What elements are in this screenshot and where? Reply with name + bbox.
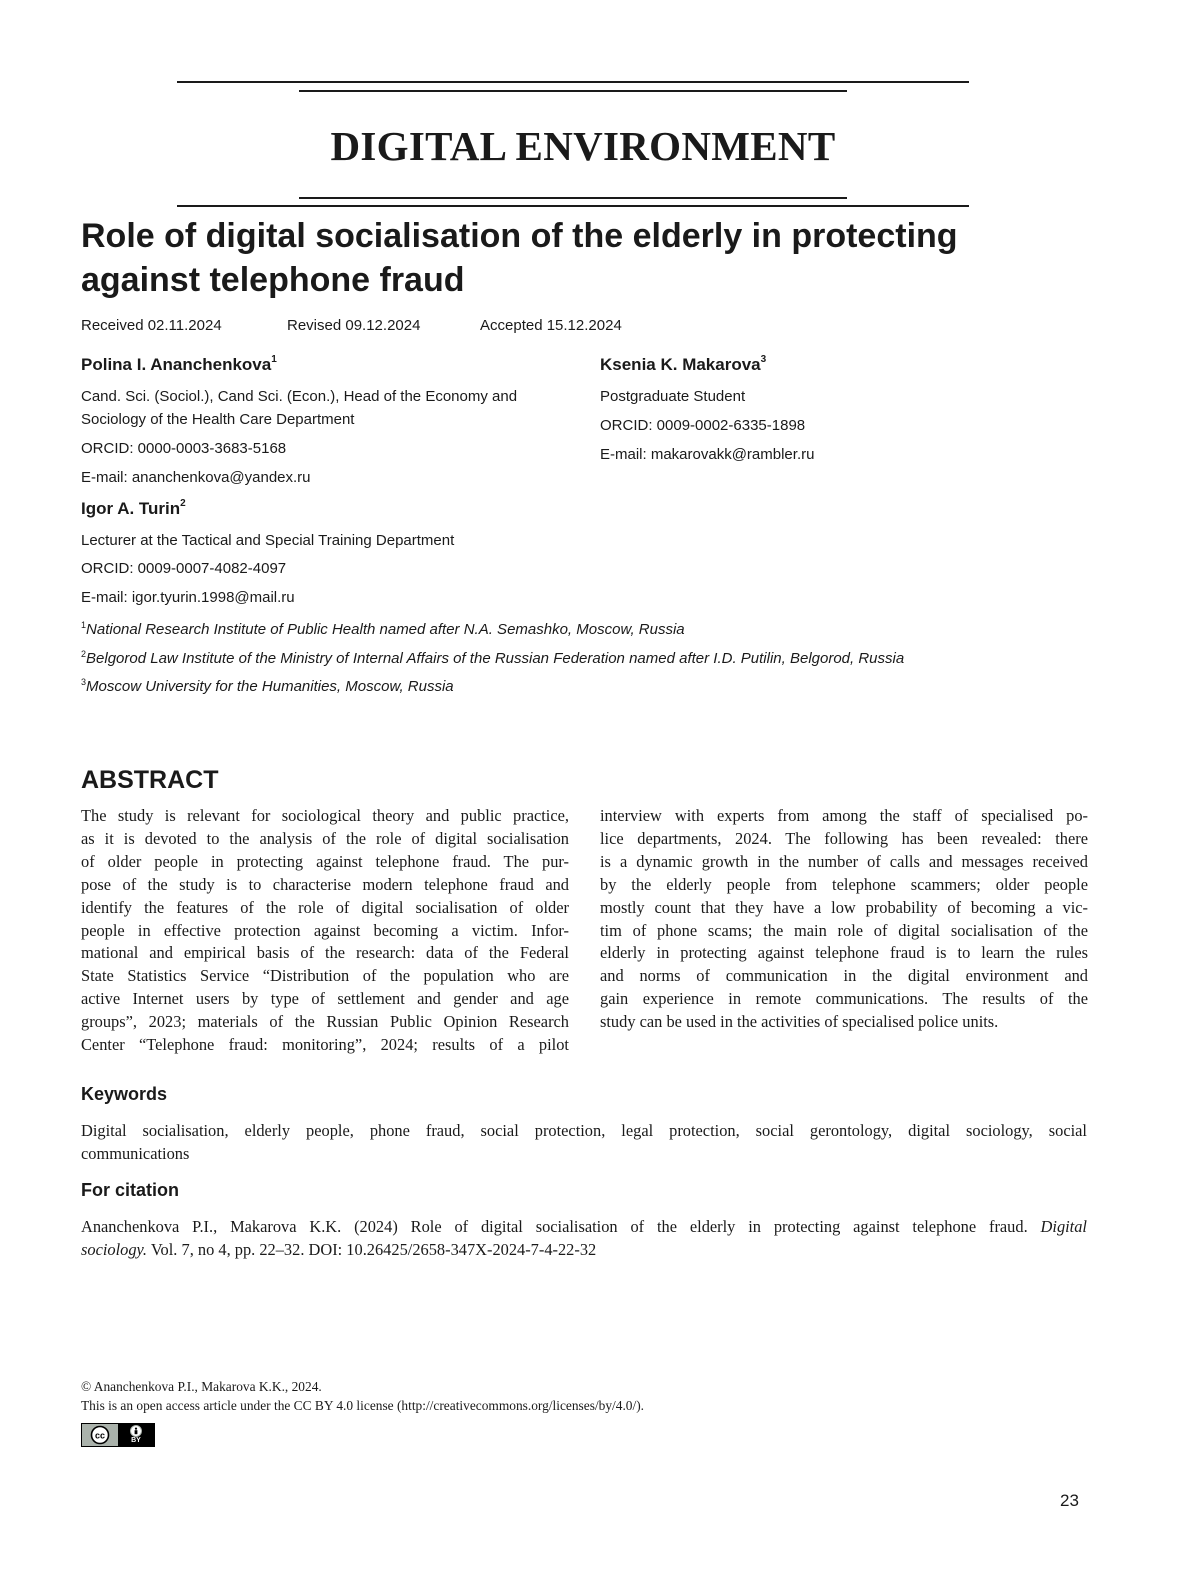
author-email: E-mail: ananchenkova@yandex.ru [81, 469, 311, 486]
section-title: DIGITAL ENVIRONMENT [330, 123, 836, 169]
affiliation-3 [81, 677, 454, 695]
author-position: Postgraduate Student [600, 388, 746, 405]
abstract-line: elderly in protecting against telephone fraud is to learn the rules [600, 943, 1088, 963]
abstract-line: State Statistics Service “Distribution of the population who are [81, 966, 569, 986]
author-name-makarova [600, 355, 766, 375]
author-position-line-1: Cand. Sci. (Sociol.), Cand Sci. (Econ.), Head of the Economy and [81, 388, 518, 405]
abstract-line: interview with experts from among the staff of specialised po- [600, 806, 1088, 825]
abstract-line: tim of phone scams; the main role of digital socialisation of the [600, 920, 1088, 940]
bottom-rule-wide [177, 205, 969, 207]
abstract-line: mational and empirical basis of the research: data of the Federal [81, 943, 569, 963]
author-position: Lecturer at the Tactical and Special Training Department [81, 532, 455, 549]
affiliation-1 [81, 620, 685, 638]
citation-text [81, 1216, 1087, 1261]
copyright-block [81, 1377, 644, 1415]
citation-journal-part-1: Digital [1040, 1217, 1087, 1236]
abstract-line: gain experience in remote communications. The results of the [600, 989, 1088, 1009]
abstract-line: The study is relevant for sociological theory and public practice, [81, 806, 569, 825]
keywords-heading: Keywords [81, 1084, 168, 1104]
top-rule-narrow [299, 90, 847, 92]
abstract-column-1 [81, 805, 569, 1057]
affiliation-2 [81, 649, 904, 667]
article-title [81, 214, 1091, 302]
affiliation-sup: 1 [81, 620, 87, 630]
abstract-line: by the elderly people from telephone scammers; older people [600, 874, 1088, 894]
keywords-line-2: communications [81, 1143, 190, 1163]
by-label: BY [131, 1437, 141, 1444]
abstract-heading: ABSTRACT [81, 766, 219, 794]
keywords-line-1: Digital socialisation, elderly people, phone fraud, social protection, legal protection, social gerontology, digital sociology, social [81, 1121, 1087, 1140]
author-name-ananchenkova [81, 355, 277, 375]
author-sup: 1 [271, 354, 277, 366]
cc-by-license-badge[interactable] [81, 1423, 155, 1447]
affiliation-sup: 3 [81, 677, 87, 687]
author-orcid: ORCID: 0000-0003-3683-5168 [81, 440, 287, 457]
citation-main: Ananchenkova P.I., Makarova K.K. (2024) Role of digital socialisation of the elderly in protecting against telephone fraud. [81, 1217, 1028, 1236]
citation-line-2 [81, 1239, 1087, 1262]
bottom-rule-narrow [299, 197, 847, 199]
citation-heading: For citation [81, 1180, 179, 1200]
abstract-line: as it is devoted to the analysis of the role of digital socialisation [81, 828, 569, 848]
author-sup: 3 [760, 354, 767, 366]
affiliation-text: Moscow University for the Humanities, Moscow, Russia [86, 678, 454, 695]
affiliation-sup: 2 [81, 649, 87, 659]
citation-details: Vol. 7, no 4, pp. 22–32. DOI: 10.26425/2658-347X-2024-7-4-22-32 [150, 1239, 597, 1259]
abstract-line: pose of the study is to characterise modern telephone fraud and [81, 874, 569, 894]
abstract-column-2 [600, 805, 1088, 1034]
abstract-line: mostly count that they have a low probability of becoming a vic- [600, 897, 1088, 917]
by-icon [118, 1424, 154, 1446]
copyright-line: © Ananchenkova P.I., Makarova K.K., 2024. [81, 1379, 322, 1394]
author-name-turin [81, 499, 186, 519]
author-email: E-mail: igor.tyurin.1998@mail.ru [81, 589, 295, 606]
date-received: Received 02.11.2024 [81, 317, 222, 334]
citation-line-1 [81, 1216, 1087, 1239]
abstract-line: is a dynamic growth in the number of calls and messages received [600, 851, 1088, 871]
cc-icon [82, 1424, 118, 1446]
top-rule-wide [177, 81, 969, 83]
license-line: This is an open access article under the CC BY 4.0 license (http://creativecommons.org/licenses/by/4.0/). [81, 1398, 645, 1413]
article-title-line-1: Role of digital socialisation of the elderly in protecting [81, 217, 958, 255]
abstract-line: identify the features of the role of digital socialisation of older [81, 897, 569, 917]
author-orcid: ORCID: 0009-0007-4082-4097 [81, 560, 287, 577]
abstract-line: lice departments, 2024. The following has been revealed: there [600, 828, 1088, 848]
page-number: 23 [1060, 1491, 1079, 1510]
abstract-line: of older people in protecting against telephone fraud. The pur- [81, 851, 569, 871]
article-title-line-2: against telephone fraud [81, 261, 465, 299]
author-email: E-mail: makarovakk@rambler.ru [600, 446, 815, 463]
citation-journal-part-2: sociology. [81, 1239, 148, 1259]
affiliation-text: National Research Institute of Public Health named after N.A. Semashko, Moscow, Russia [86, 621, 685, 638]
abstract-line: and norms of communication in the digital environment and [600, 966, 1088, 986]
author-position [81, 385, 581, 431]
author-name-text: Polina I. Ananchenkova [81, 355, 272, 374]
author-position-line-2: Sociology of the Health Care Department [81, 411, 355, 428]
abstract-line: people in effective protection against becoming a victim. Infor- [81, 920, 569, 940]
author-name-text: Igor A. Turin [81, 499, 181, 518]
abstract-line: active Internet users by type of settlement and gender and age [81, 989, 569, 1009]
keywords-text [81, 1120, 1087, 1165]
author-sup: 2 [180, 498, 186, 510]
affiliation-text: Belgorod Law Institute of the Ministry of Internal Affairs of the Russian Federation named after I.D. Putilin, Belgorod, Russia [86, 650, 905, 667]
abstract-line: Center “Telephone fraud: monitoring”, 2024; results of a pilot [81, 1035, 569, 1055]
svg-text:cc: cc [94, 1430, 106, 1441]
date-revised: Revised 09.12.2024 [287, 317, 421, 334]
author-name-text: Ksenia K. Makarova [600, 355, 761, 374]
author-orcid: ORCID: 0009-0002-6335-1898 [600, 417, 806, 434]
abstract-line: study can be used in the activities of specialised police units. [600, 1012, 999, 1032]
date-accepted: Accepted 15.12.2024 [480, 317, 622, 334]
abstract-line: groups”, 2023; materials of the Russian Public Opinion Research [81, 1012, 569, 1032]
